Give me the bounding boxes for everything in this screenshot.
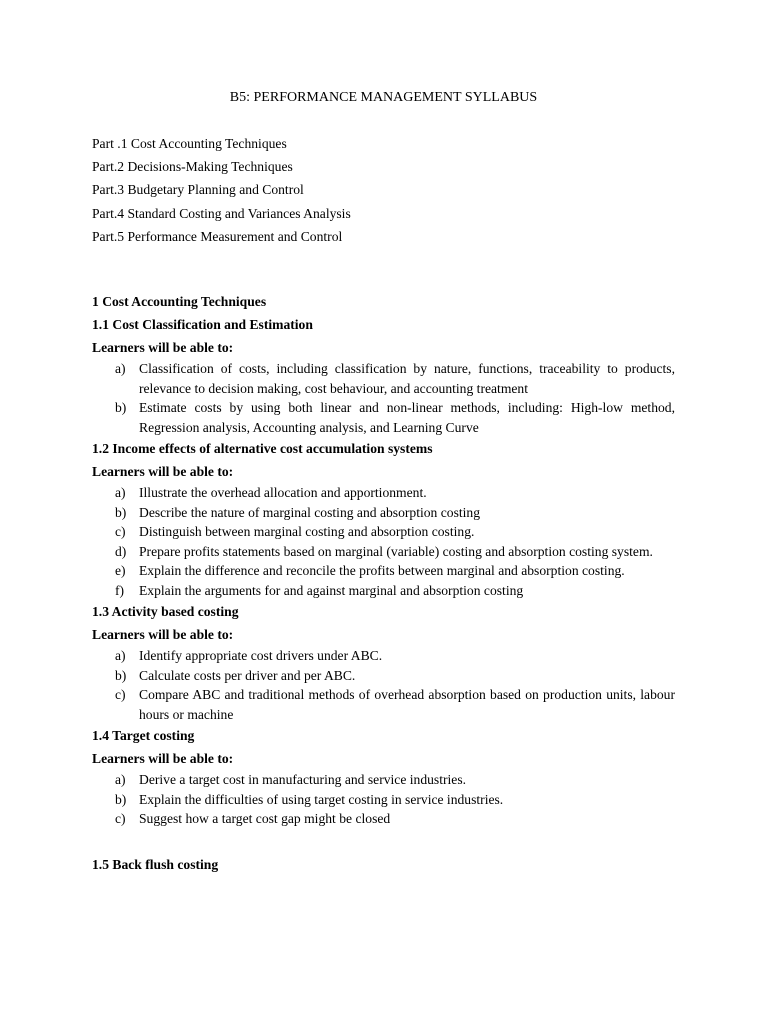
list-item [92,790,675,810]
list-item [92,809,675,829]
list-item [92,646,675,666]
list-item [92,398,675,437]
list-item [92,770,675,790]
list-text: Estimate costs by using both linear and non-linear methods, including: High-low method, Regression analysis, Accounting analysis, and Learning Curve [139,400,675,435]
list-text: Describe the nature of marginal costing and absorption costing [139,504,481,520]
list-text: Illustrate the overhead allocation and apportionment. [139,485,427,500]
part-item: Part.2 Decisions-Making Techniques [92,159,293,175]
subsection-heading-1-2: 1.2 Income effects of alternative cost accumulation systems [92,441,433,456]
list-item [92,542,675,562]
list-text: Identify appropriate cost drivers under ABC. [139,648,383,663]
list-item [92,666,675,686]
learners-label: Learners will be able to: [92,340,234,355]
list-marker: b) [115,400,127,415]
learners-label: Learners will be able to: [92,751,234,766]
learners-label: Learners will be able to: [92,464,234,479]
objectives-list-1-3 [92,646,675,724]
list-text: Classification of costs, including classification by nature, functions, traceability to products, relevance to decision making, cost behaviour, and accounting treatment [139,361,675,396]
learners-label: Learners will be able to: [92,627,234,642]
list-marker: e) [115,563,126,578]
part-item: Part .1 Cost Accounting Techniques [92,136,287,151]
parts-list [92,135,351,251]
subsection-heading-1-3: 1.3 Activity based costing [92,604,239,619]
part-item: Part.4 Standard Costing and Variances Analysis [92,205,351,221]
list-item [92,359,675,398]
part-item: Part.3 Budgetary Planning and Control [92,182,304,198]
list-text: Derive a target cost in manufacturing and service industries. [139,772,467,787]
list-text: Compare ABC and traditional methods of overhead absorption based on production units, labour hours or machine [139,687,675,722]
list-marker: a) [115,648,126,663]
list-marker: a) [115,485,126,500]
list-item [92,685,675,724]
objectives-list-1-1 [92,359,675,437]
list-marker: f) [115,582,125,598]
list-marker: b) [115,667,127,683]
section-1 [92,290,675,876]
part-item: Part.5 Performance Measurement and Control [92,228,343,244]
list-marker: a) [115,772,126,787]
subsection-heading-1-1: 1.1 Cost Classification and Estimation [92,317,313,332]
list-marker: d) [115,543,127,559]
subsection-heading-1-4: 1.4 Target costing [92,728,195,743]
list-marker: c) [115,524,126,539]
list-text: Distinguish between marginal costing and absorption costing. [139,524,475,539]
list-marker: b) [115,791,127,807]
list-item [92,561,675,581]
section-heading: 1 Cost Accounting Techniques [92,294,267,309]
document-title: B5: PERFORMANCE MANAGEMENT SYLLABUS [229,90,538,105]
list-text: Explain the arguments for and against marginal and absorption costing [139,582,524,598]
list-item [92,503,675,523]
list-text: Explain the difficulties of using target costing in service industries. [139,791,504,807]
list-text: Suggest how a target cost gap might be closed [139,811,391,826]
list-marker: a) [115,361,126,376]
subsection-heading-1-5: 1.5 Back flush costing [92,856,219,872]
list-marker: c) [115,687,126,702]
objectives-list-1-4 [92,770,675,829]
list-item [92,483,675,503]
list-text: Prepare profits statements based on marginal (variable) costing and absorption costing system. [139,543,653,559]
list-text: Calculate costs per driver and per ABC. [139,667,356,683]
list-item [92,522,675,542]
list-text: Explain the difference and reconcile the profits between marginal and absorption costing. [139,563,625,578]
list-marker: b) [115,504,127,520]
objectives-list-1-2 [92,483,675,600]
list-item [92,581,675,601]
list-marker: c) [115,811,126,826]
